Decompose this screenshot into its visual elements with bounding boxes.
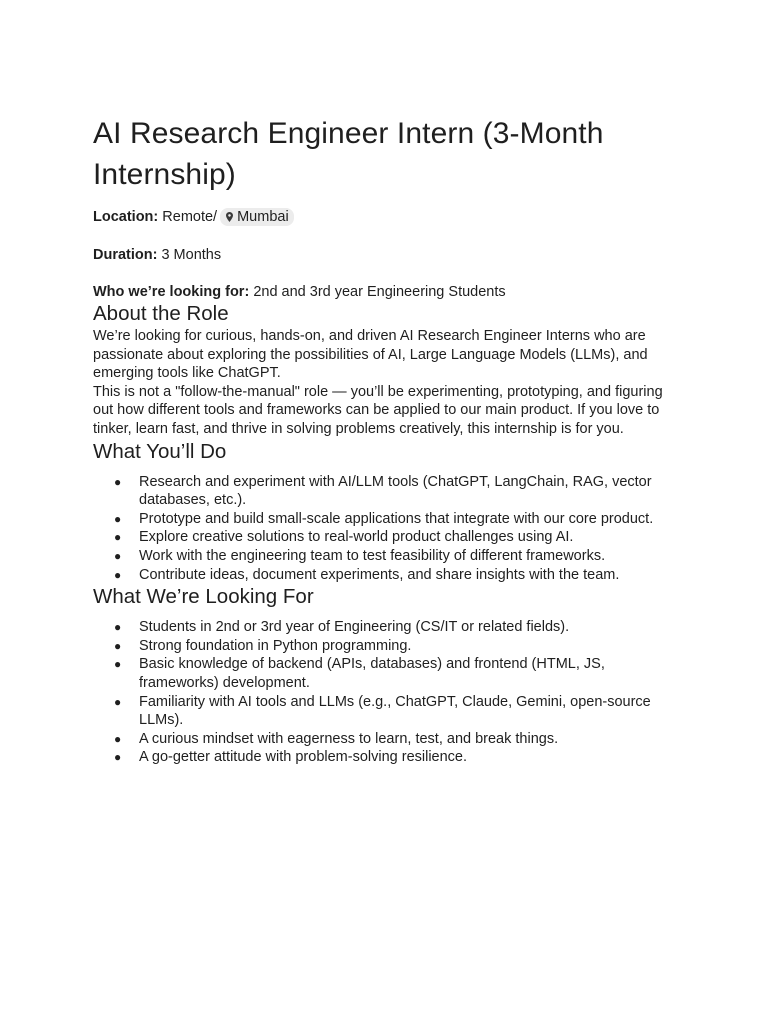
list-item [93,547,675,566]
location-chip[interactable] [220,208,294,226]
list-item [93,473,675,510]
bullet-icon: ● [114,620,122,635]
bullet-icon: ● [114,530,122,545]
list-item [93,510,675,529]
list-item [93,528,675,547]
bullet-icon: ● [114,657,122,672]
location-chip-text: Mumbai [237,209,289,225]
bullet-icon: ● [114,731,122,746]
bullet-icon: ● [114,750,122,765]
list-item-text: Work with the engineering team to test feasibility of different frameworks. [139,547,606,564]
bullet-icon: ● [114,638,122,653]
list-item-text: Prototype and build small-scale applications that integrate with our core product. [139,510,654,527]
list-item-text: Familiarity with AI tools and LLMs (e.g., ChatGPT, Claude, Gemini, open-source LLMs). [139,693,651,729]
location-label: Location: [93,209,159,225]
duration-line [93,246,675,264]
list-item-text: Explore creative solutions to real-world product challenges using AI. [139,529,574,546]
list-item [93,566,675,585]
about-paragraph-1: We’re looking for curious, hands-on, and driven AI Research Engineer Interns who are passionate about exploring the possibilities of AI, Large Language Models (LLMs), and emerging tools like ChatGPT. [93,328,648,382]
what-you-do-list [93,473,675,585]
map-pin-icon [226,212,233,222]
list-item-text: A go-getter attitude with problem-solving resilience. [139,749,468,766]
duration-value: 3 Months [161,247,222,263]
list-item [93,748,675,767]
list-item-text: Contribute ideas, document experiments, and share insights with the team. [139,566,620,583]
list-item-text: Basic knowledge of backend (APIs, databases) and frontend (HTML, JS, frameworks) development. [139,656,605,691]
location-value: Remote/ [162,209,218,225]
bullet-icon: ● [114,694,122,709]
about-paragraph-2: This is not a "follow-the-manual" role — you’ll be experimenting, prototyping, and figuring out how different tools and frameworks can be applied to our main product. If you love to tinker, learn fast, and thrive in solving problems creatively, this internship is for you. [93,383,663,437]
list-item [93,655,675,692]
bullet-icon: ● [114,548,122,563]
list-item-text: Students in 2nd or 3rd year of Engineering (CS/IT or related fields). [139,619,570,636]
list-item [93,693,675,730]
list-item [93,730,675,749]
list-item [93,637,675,656]
bullet-icon: ● [114,567,122,582]
who-label: Who we’re looking for: [93,284,250,300]
list-item [93,618,675,637]
bullet-icon: ● [114,511,122,526]
what-we-look-for-heading: What We’re Looking For [93,585,314,609]
list-item-text: Strong foundation in Python programming. [139,637,412,654]
duration-label: Duration: [93,247,158,263]
list-item-text: Research and experiment with AI/LLM tools (ChatGPT, LangChain, RAG, vector databases, etc.). [139,473,652,509]
who-line [93,283,675,301]
page-title: AI Research Engineer Intern (3-Month Internship) [93,117,604,191]
list-item-text: A curious mindset with eagerness to learn, test, and break things. [139,730,559,747]
who-value: 2nd and 3rd year Engineering Students [253,284,506,300]
location-line [93,208,675,226]
bullet-icon: ● [114,474,122,489]
about-heading: About the Role [93,302,229,325]
what-you-do-heading: What You’ll Do [93,439,227,463]
what-we-look-for-list [93,618,675,767]
